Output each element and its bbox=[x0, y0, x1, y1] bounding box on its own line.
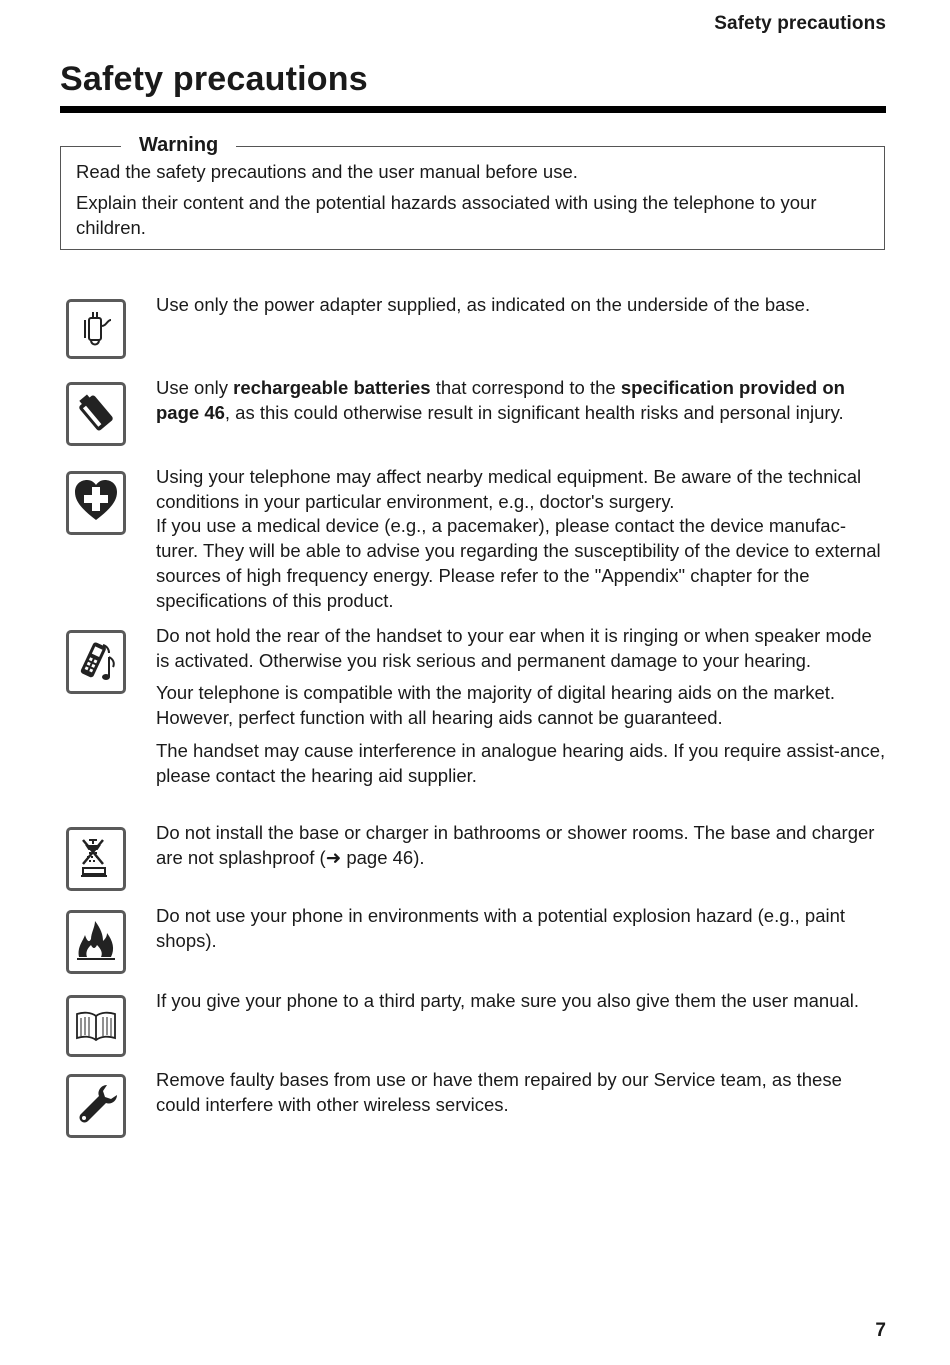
ringing-handset-icon bbox=[66, 630, 126, 694]
item-text: Use only bbox=[156, 377, 234, 398]
page-reference[interactable]: page 46). bbox=[341, 846, 425, 868]
warning-paragraph: Explain their content and the potential hazards associated with using the telephone to your children. bbox=[76, 192, 817, 238]
item-text: Your telephone is compatible with the majority of digital hearing aids on the market. However, perfect function with all hearing aids cannot be guaranteed. bbox=[156, 682, 836, 729]
item-text-bold: rechargeable batteries bbox=[233, 377, 431, 398]
medical-heart-icon bbox=[66, 471, 126, 535]
item-text: , as this could otherwise result in significant health risks and personal injury. bbox=[224, 401, 844, 423]
item-text: Use only the power adapter supplied, as indicated on the underside of the base. bbox=[156, 294, 811, 315]
page-title: Safety precautions bbox=[60, 60, 368, 98]
page-reference[interactable]: specification provided on page 46 bbox=[156, 377, 845, 423]
battery-icon bbox=[66, 382, 126, 446]
warning-box bbox=[60, 134, 885, 250]
item-text: Do not install the base or charger in bathrooms or shower rooms. The base and charger are not splashproof ( bbox=[156, 822, 875, 868]
explosion-fire-icon bbox=[66, 910, 126, 974]
warning-text bbox=[76, 159, 872, 246]
item-text: The handset may cause interference in analogue hearing aids. If you require assist-ance, please contact the hearing aid supplier. bbox=[156, 739, 886, 786]
title-rule bbox=[60, 106, 886, 113]
warning-heading: Warning bbox=[121, 131, 236, 159]
item-text: Do not use your phone in environments with a potential explosion hazard (e.g., paint shops). bbox=[156, 905, 846, 951]
item-text: that correspond to the bbox=[430, 377, 621, 398]
manual-book-icon bbox=[66, 995, 126, 1057]
power-adapter-icon bbox=[66, 299, 126, 359]
item-text: Remove faulty bases from use or have them repaired by our Service team, as these could interfere with other wireless services. bbox=[156, 1069, 842, 1115]
item-text: If you use a medical device (e.g., a pacemaker), please contact the device manufac-turer. They will be able to advise you regarding the susceptibility of the device to external sources of high frequency energy. Please refer to the "Appendix" chapter for the specifications of this product. bbox=[156, 515, 881, 611]
no-shower-icon bbox=[66, 827, 126, 891]
page-number: 7 bbox=[875, 1320, 886, 1341]
running-head: Safety precautions bbox=[714, 13, 886, 34]
item-text: Using your telephone may affect nearby medical equipment. Be aware of the technical conditions in your particular environment, e.g., doctor's surgery. bbox=[156, 466, 862, 512]
item-text: Do not hold the rear of the handset to your ear when it is ringing or when speaker mode is activated. Otherwise you risk serious and permanent damage to your hearing. bbox=[156, 625, 872, 671]
item-text: If you give your phone to a third party, make sure you also give them the user manual. bbox=[156, 990, 860, 1011]
warning-paragraph: Read the safety precautions and the user manual before use. bbox=[76, 161, 578, 182]
wrench-icon bbox=[66, 1074, 126, 1138]
arrow-icon: ➜ bbox=[325, 846, 342, 868]
